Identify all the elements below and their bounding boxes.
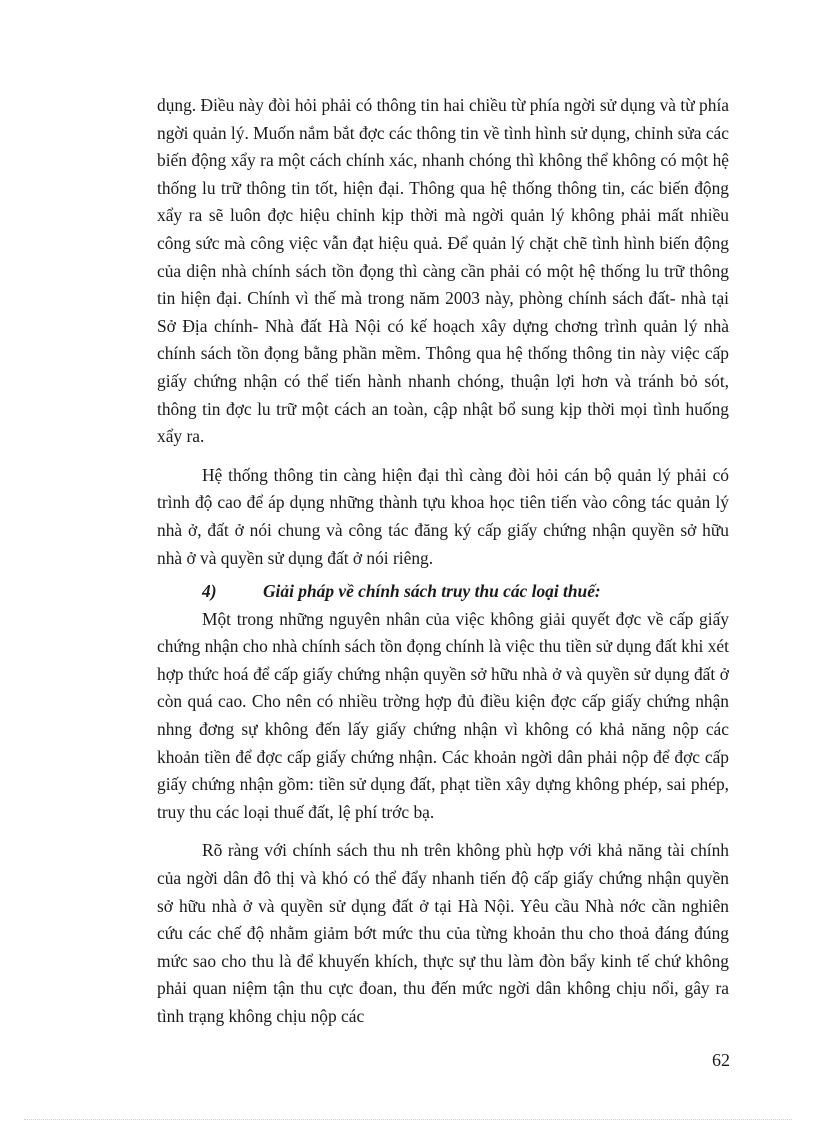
paragraph-information-system: dụng. Điều này đòi hỏi phải có thông tin hai chiều từ phía ngời sử dụng và từ phía ngời quản lý. Muốn nắm bắt đợc các thông tin về tình hình sử dụng, chỉnh sửa các biến động xẩy ra một cách chính xác, nhanh chóng thì không thể không có một hệ thống lu trữ thông tin tốt, hiện đại. Thông qua hệ thống thông tin, các biến động xẩy ra sẽ luôn đợc hiệu chỉnh kịp thời mà ngời quản lý không phải mất nhiều công sức mà công việc vẫn đạt hiệu quả. Để quản lý chặt chẽ tình hình biến động của diện nhà chính sách tồn đọng thì càng cần phải có một hệ thống lu trữ thông tin hiện đại. Chính vì thế mà trong năm 2003 này, phòng chính sách đất- nhà tại Sở Địa chính- Nhà đất Hà Nội có kế hoạch xây dựng chơng trình quản lý nhà chính sách tồn đọng bằng phần mềm. Thông qua hệ thống thông tin này việc cấp giấy chứng nhận có thể tiến hành nhanh chóng, thuận lợi hơn và tránh bỏ sót, thông tin đợc lu trữ một cách an toàn, cập nhật bổ sung kịp thời mọi tình huống xẩy ra. xyxy=(157,95,729,447)
section-heading xyxy=(157,578,729,606)
body-text xyxy=(157,92,729,1031)
paragraph-tax-policy: Rõ ràng với chính sách thu nh trên không phù hợp với khả năng tài chính của ngời dân đô thị và khó có thể đẩy nhanh tiến độ cấp giấy chứng nhận quyền sở hữu nhà ở và quyền sử dụng đất ở tại Hà Nội. Yêu cầu Nhà nớc cần nghiên cứu các chế độ nhằm giảm bớt mức thu của từng khoản thu cho thoả đáng đúng mức sao cho thu là để khuyến khích, thực sự thu làm đòn bẩy kinh tế chứ không phải quan niệm tận thu cực đoan, thu đến mức ngời dân không chịu nổi, gây ra tình trạng không chịu nộp các xyxy=(157,840,729,1026)
section-number: 4) xyxy=(202,581,217,602)
page-bottom-divider xyxy=(24,1119,792,1120)
paragraph-staff-qualification: Hệ thống thông tin càng hiện đại thì càng đòi hỏi cán bộ quản lý phải có trình độ cao để áp dụng những thành tựu khoa học tiên tiến vào công tác quản lý nhà ở, đất ở nói chung và công tác đăng ký cấp giấy chứng nhận quyền sở hữu nhà ở và quyền sử dụng đất ở nói riêng. xyxy=(157,464,729,568)
page-number: 62 xyxy=(712,1050,730,1070)
paragraph-tax-causes: Một trong những nguyên nhân của việc không giải quyết đợc về cấp giấy chứng nhận cho nhà chính sách tồn đọng chính là việc thu tiền sử dụng đất khi xét hợp thức hoá để cấp giấy chứng nhận quyền sở hữu nhà ở và quyền sử dụng đất ở còn quá cao. Cho nên có nhiều trờng hợp đủ điều kiện đợc cấp giấy chứng nhận nhng đơng sự không đến lấy giấy chứng nhận vì không có khả năng nộp các khoản tiền để đợc cấp giấy chứng nhận. Các khoản ngời dân phải nộp để đợc cấp giấy chứng nhận gồm: tiền sử dụng đất, phạt tiền xây dựng không phép, sai phép, truy thu các loại thuế đất, lệ phí trớc bạ. xyxy=(157,608,729,822)
section-title: Giải pháp về chính sách truy thu các loại thuế: xyxy=(263,581,601,602)
